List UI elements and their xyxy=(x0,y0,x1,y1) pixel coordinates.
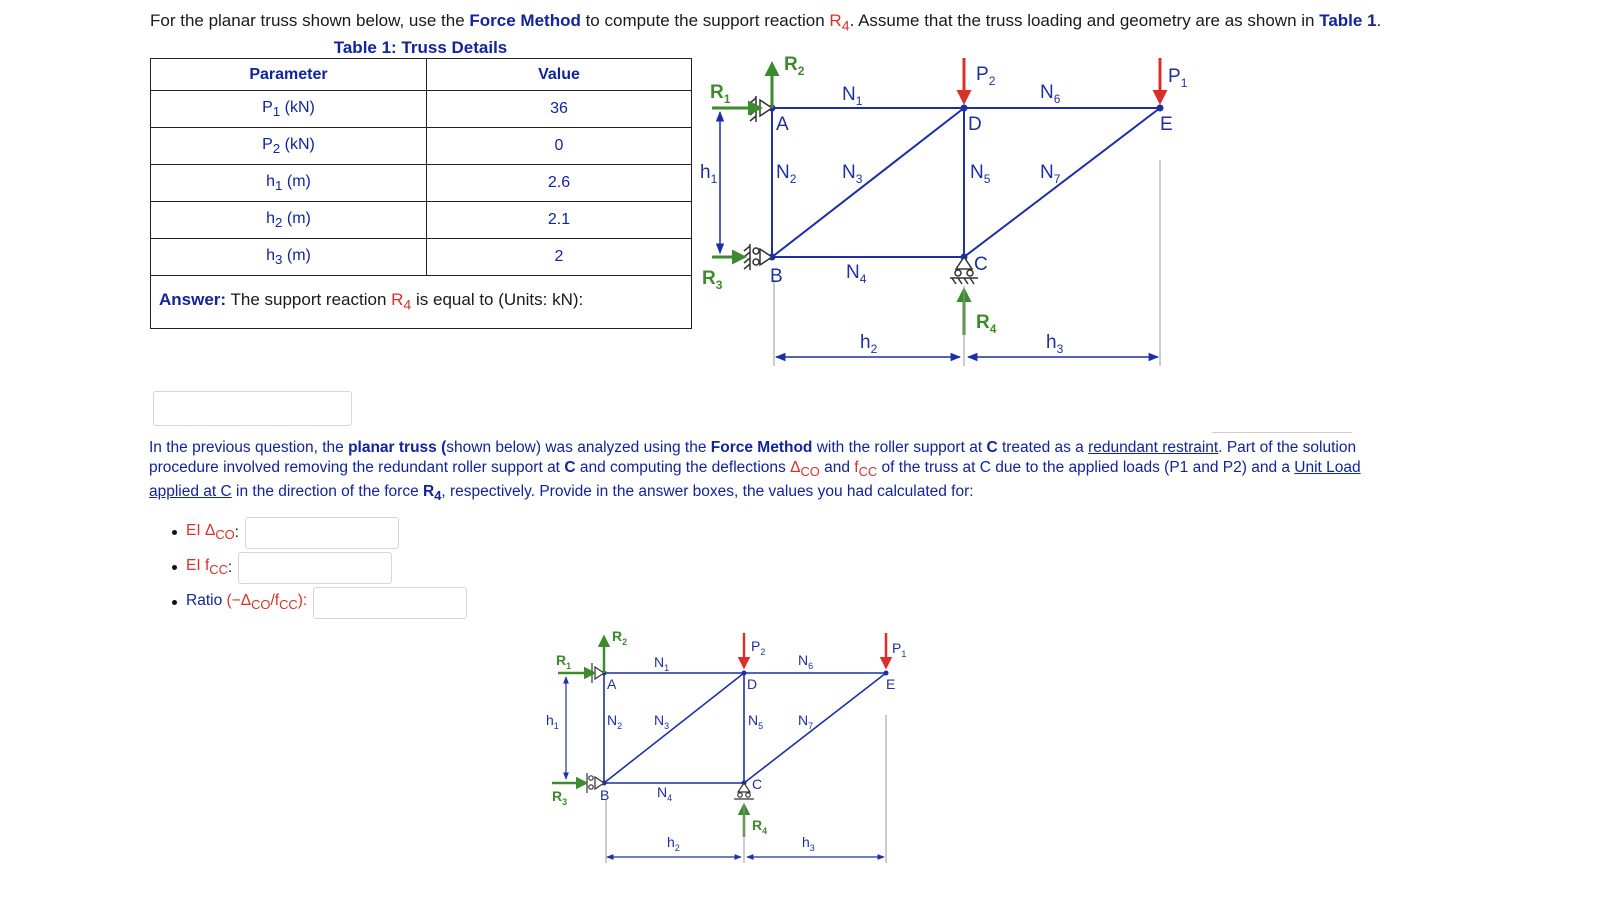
svg-text:h2: $h_2$ xyxy=(667,834,680,853)
param-cell: $h_3$ (m) xyxy=(151,239,427,276)
ei-fcc-input[interactable] xyxy=(238,552,392,584)
table-row xyxy=(151,202,692,239)
intro-text: to compute the support reaction xyxy=(580,11,830,30)
label-node-c: C xyxy=(974,254,988,275)
intro-text: . xyxy=(1376,11,1382,30)
svg-text:R2: $R_2$ xyxy=(612,628,628,647)
question-intro xyxy=(150,11,1381,34)
ratio-label: Ratio $(-\Delta_{CO}/f_{CC})$: xyxy=(186,592,308,613)
svg-text:P2: $P_2$ xyxy=(751,638,766,657)
followup-paragraph: In the previous question, the planar truss (shown below) was analyzed using the Force Method with the roller support at C treated as a redundant restraint. Part of the solution procedure involved removing the redundant roller support at C and computing the deflections $\Delta_{CO}$ and $f_{CC}$ of the truss at C due to the applied loads (P1 and P2) and a Unit Load applied at C in the direction of the force $R_4$, respectively. Provide in the answer boxes, the values you had calculated for: xyxy=(149,439,1361,504)
value-cell: 2 xyxy=(427,239,692,276)
value-cell: 2.6 xyxy=(427,165,692,202)
param-cell: $P_1$ (kN) xyxy=(151,91,427,128)
redundant-restraint-link: redundant restraint xyxy=(1088,439,1219,456)
table-row xyxy=(151,239,692,276)
svg-text:N7: $N_7$ xyxy=(798,712,814,731)
small-truss-members xyxy=(604,673,886,783)
r4-symbol: $R_4$ xyxy=(829,11,850,35)
member-n7 xyxy=(744,673,886,783)
header-parameter: Parameter xyxy=(151,59,427,91)
reaction-answer-input[interactable] xyxy=(153,391,352,426)
svg-text:C: C xyxy=(752,776,763,792)
svg-text:N5: $N_5$ xyxy=(748,712,764,731)
label-node-a: A xyxy=(776,114,789,135)
label-h1: $h_1$ xyxy=(700,162,718,186)
member-n3 xyxy=(772,108,964,257)
svg-text:B: B xyxy=(600,787,610,803)
bullet-icon xyxy=(172,530,177,535)
label-n6: $N_6$ xyxy=(1040,82,1061,106)
member-n7 xyxy=(964,108,1160,257)
label-h2: $h_2$ xyxy=(860,332,878,356)
label-n5: $N_5$ xyxy=(970,162,991,186)
svg-text:R1: $R_1$ xyxy=(556,652,572,671)
param-cell: $h_2$ (m) xyxy=(151,202,427,239)
value-cell: 0 xyxy=(427,128,692,165)
label-p1: $P_1$ xyxy=(1168,66,1188,90)
unit-load-link: Unit Load applied at C xyxy=(149,459,1361,501)
label-r3: $R_3$ xyxy=(702,268,723,292)
svg-text:N4: $N_4$ xyxy=(657,784,673,803)
label-n2: $N_2$ xyxy=(776,162,797,186)
label-h3: $h_3$ xyxy=(1046,332,1064,356)
ei-delta-co-input[interactable] xyxy=(245,517,399,549)
label-r2: $R_2$ xyxy=(784,54,805,78)
svg-text:h1: $h_1$ xyxy=(546,712,559,731)
truss-details-table xyxy=(150,58,692,329)
dimension-lines xyxy=(720,112,1158,357)
svg-text:P1: $P_1$ xyxy=(892,640,907,659)
label-r1: $R_1$ xyxy=(710,82,731,106)
svg-text:h3: $h_3$ xyxy=(802,834,815,853)
member-n3 xyxy=(604,673,744,783)
table-row xyxy=(151,91,692,128)
node-d xyxy=(961,105,968,112)
node-e xyxy=(1157,105,1164,112)
label-node-d: D xyxy=(968,114,982,135)
roller-support-b xyxy=(744,244,772,270)
label-r4: $R_4$ xyxy=(976,312,997,336)
truss-diagram-main xyxy=(700,50,1260,380)
svg-text:N1: $N_1$ xyxy=(654,654,670,673)
label-n3: $N_3$ xyxy=(842,162,863,186)
table-caption: Table 1: Truss Details xyxy=(333,38,508,57)
table-header-row xyxy=(151,59,692,91)
list-item: EI $f_{CC}$ : xyxy=(172,550,467,585)
ei-fcc-label: EI $f_{CC}$ xyxy=(186,557,228,578)
svg-text:R3: $R_3$ xyxy=(552,788,568,807)
bullet-icon xyxy=(172,600,177,605)
ei-delta-co-label: EI $\Delta_{CO}$ xyxy=(186,522,235,543)
intro-text: For the planar truss shown below, use the xyxy=(150,11,470,30)
label-p2: $P_2$ xyxy=(976,64,996,88)
list-item: EI $\Delta_{CO}$ : xyxy=(172,515,467,550)
answer-cell: Answer: The support reaction $R_4$ is equal to (Units: kN): xyxy=(151,276,692,329)
svg-text:A: A xyxy=(607,676,617,692)
divider xyxy=(1212,432,1352,433)
svg-text:N2: $N_2$ xyxy=(607,712,623,731)
label-n4: $N_4$ xyxy=(846,262,867,286)
svg-text:D: D xyxy=(747,676,758,692)
label-node-e: E xyxy=(1160,114,1173,135)
list-item xyxy=(172,585,467,620)
bullet-icon xyxy=(172,565,177,570)
table-row xyxy=(151,165,692,202)
param-cell: $h_1$ (m) xyxy=(151,165,427,202)
truss-diagram-small xyxy=(546,625,932,885)
label-n7: $N_7$ xyxy=(1040,162,1061,186)
svg-text:N6: $N_6$ xyxy=(798,652,814,671)
label-node-b: B xyxy=(770,266,783,287)
answer-row xyxy=(151,276,692,329)
table-reference: Table 1 xyxy=(1319,11,1377,30)
answer-list xyxy=(172,515,467,620)
truss-members xyxy=(772,108,1160,257)
force-method-term: Force Method xyxy=(469,11,581,30)
label-n1: $N_1$ xyxy=(842,84,863,108)
table-row xyxy=(151,128,692,165)
header-value: Value xyxy=(427,59,692,91)
svg-text:R4: $R_4$ xyxy=(752,817,768,836)
value-cell: 2.1 xyxy=(427,202,692,239)
intro-text: . Assume that the truss loading and geometry are as shown in xyxy=(849,11,1320,30)
value-cell: 36 xyxy=(427,91,692,128)
svg-text:E: E xyxy=(886,676,896,692)
svg-text:N3: $N_3$ xyxy=(654,712,670,731)
ratio-input[interactable] xyxy=(313,587,467,619)
param-cell: $P_2$ (kN) xyxy=(151,128,427,165)
